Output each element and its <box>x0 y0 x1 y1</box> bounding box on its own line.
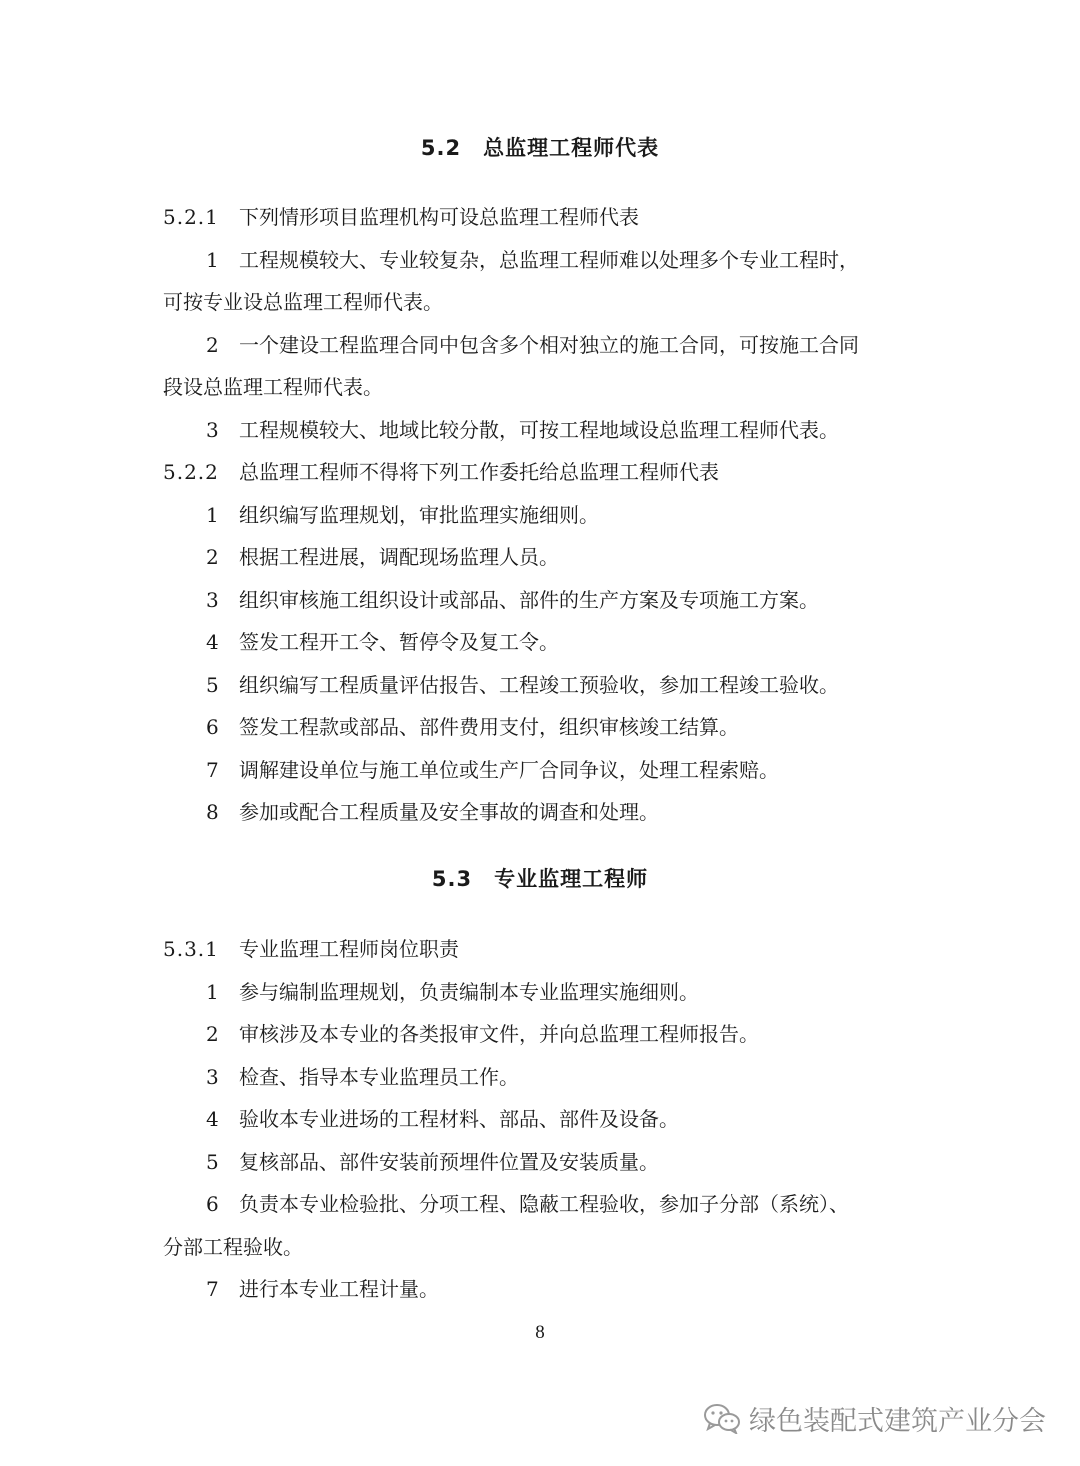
section-title-5-3: 5.3 专业监理工程师 <box>431 867 649 891</box>
clause-5-2-1: 5.2.1 下列情形项目监理机构可设总监理工程师代表 <box>163 205 639 229</box>
list-item: 2 根据工程进展，调配现场监理人员。 <box>206 545 559 569</box>
list-item: 6 负责本专业检验批、分项工程、隐蔽工程验收，参加子分部（系统）、 <box>206 1192 849 1216</box>
list-item: 7 进行本专业工程计量。 <box>206 1277 439 1301</box>
list-item: 6 签发工程款或部品、部件费用支付，组织审核竣工结算。 <box>206 715 739 739</box>
page-number: 8 <box>535 1322 545 1343</box>
list-item: 3 工程规模较大、地域比较分散，可按工程地域设总监理工程师代表。 <box>206 418 839 442</box>
clause-5-2-2: 5.2.2 总监理工程师不得将下列工作委托给总监理工程师代表 <box>163 460 719 484</box>
list-item-continuation: 分部工程验收。 <box>163 1235 303 1259</box>
section-title-5-2: 5.2 总监理工程师代表 <box>420 136 660 160</box>
list-item: 4 验收本专业进场的工程材料、部品、部件及设备。 <box>206 1107 679 1131</box>
list-item: 5 组织编写工程质量评估报告、工程竣工预验收，参加工程竣工验收。 <box>206 673 839 697</box>
wechat-icon <box>703 1402 741 1434</box>
list-item: 1 组织编写监理规划，审批监理实施细则。 <box>206 503 599 527</box>
list-item-continuation: 段设总监理工程师代表。 <box>163 375 383 399</box>
list-item: 1 工程规模较大、专业较复杂，总监理工程师难以处理多个专业工程时， <box>206 248 859 272</box>
list-item: 4 签发工程开工令、暂停令及复工令。 <box>206 630 559 654</box>
list-item: 3 检查、指导本专业监理员工作。 <box>206 1065 519 1089</box>
watermark-text: 绿色装配式建筑产业分会 <box>749 1405 1046 1437</box>
list-item: 2 审核涉及本专业的各类报审文件，并向总监理工程师报告。 <box>206 1022 759 1046</box>
list-item-continuation: 可按专业设总监理工程师代表。 <box>163 290 443 314</box>
list-item: 3 组织审核施工组织设计或部品、部件的生产方案及专项施工方案。 <box>206 588 819 612</box>
list-item: 1 参与编制监理规划，负责编制本专业监理实施细则。 <box>206 980 699 1004</box>
list-item: 7 调解建设单位与施工单位或生产厂合同争议，处理工程索赔。 <box>206 758 779 782</box>
list-item: 8 参加或配合工程质量及安全事故的调查和处理。 <box>206 800 659 824</box>
clause-5-3-1: 5.3.1 专业监理工程师岗位职责 <box>163 937 459 961</box>
list-item: 2 一个建设工程监理合同中包含多个相对独立的施工合同，可按施工合同 <box>206 333 859 357</box>
watermark <box>703 1398 1046 1438</box>
list-item: 5 复核部品、部件安装前预埋件位置及安装质量。 <box>206 1150 659 1174</box>
